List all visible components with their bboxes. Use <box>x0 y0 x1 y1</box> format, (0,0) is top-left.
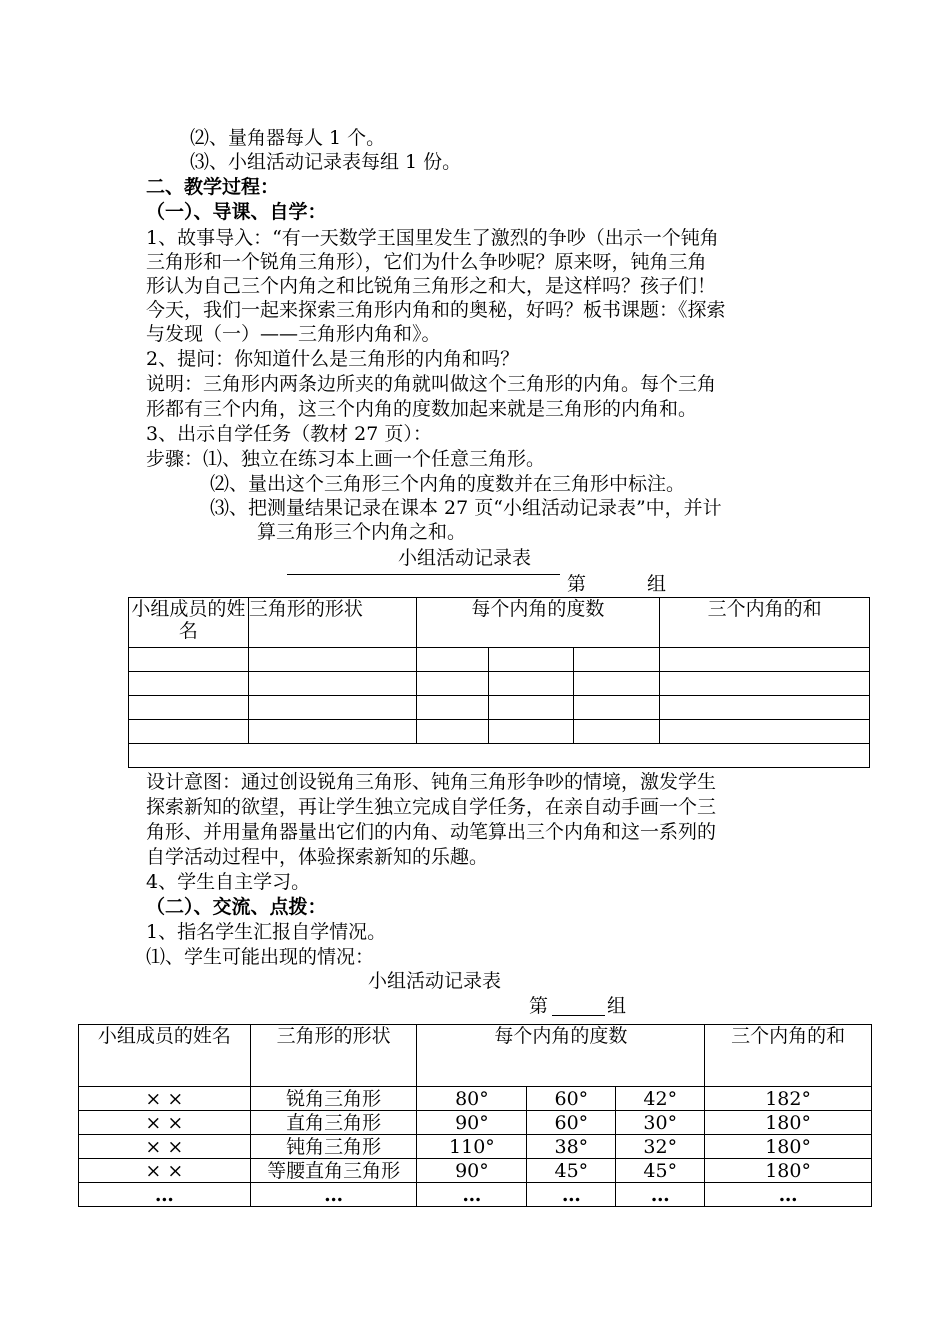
table-row <box>79 1135 872 1159</box>
paragraph-line: 1、故事导入：“有一天数学王国里发生了激烈的争吵（出示一个钝角 <box>146 227 719 249</box>
cell-sum: 180° <box>705 1111 872 1135</box>
cell-name: × × <box>79 1111 251 1135</box>
table-row <box>79 1183 872 1207</box>
group-blank-line <box>552 1015 605 1016</box>
cell-sum: 180° <box>705 1135 872 1159</box>
header-angle-sum: 三个内角的和 <box>660 598 870 648</box>
header-shape: 三角形的形状 <box>248 598 416 648</box>
group-label-right: 组 <box>607 995 627 1017</box>
header-angle-degrees: 每个内角的度数 <box>416 598 660 648</box>
material-record-sheet: ⑶、小组活动记录表每组 1 份。 <box>190 151 462 173</box>
cell-angle-c: 32° <box>616 1135 705 1159</box>
task-line: 3、出示自学任务（教材 27 页）： <box>146 423 432 445</box>
paragraph-line: 与发现（一）——三角形内角和》。 <box>146 323 441 345</box>
material-protractor: ⑵、量角器每人 1 个。 <box>190 127 386 149</box>
cell-angle-c: 45° <box>616 1159 705 1183</box>
step-line: ⑵、量出这个三角形三个内角的度数并在三角形中标注。 <box>210 473 686 495</box>
cell-angle-b: … <box>527 1183 616 1207</box>
part2-title: （二）、交流、点拨： <box>146 896 327 918</box>
paragraph-line: 三角形和一个锐角三角形），它们为什么争吵呢？原来呀，钝角三角 <box>146 251 707 273</box>
cell-sum: … <box>705 1183 872 1207</box>
self-study-line: 4、学生自主学习。 <box>146 871 311 893</box>
cell-name: … <box>79 1183 251 1207</box>
table-row <box>129 744 870 768</box>
table-row <box>79 1087 872 1111</box>
cell-name: × × <box>79 1087 251 1111</box>
cell-angle-a: 90° <box>417 1111 527 1135</box>
step-line: ⑶、把测量结果记录在课本 27 页“小组活动记录表”中，并计 <box>210 497 722 519</box>
step-line: 步骤：⑴、独立在练习本上画一个任意三角形。 <box>146 448 546 470</box>
header-angle-sum: 三个内角的和 <box>705 1025 872 1087</box>
table1-title: 小组活动记录表 <box>398 547 532 569</box>
record-table-filled <box>78 1024 872 1207</box>
table-row <box>129 696 870 720</box>
cell-shape: 等腰直角三角形 <box>250 1159 417 1183</box>
step-line: 算三角形三个内角之和。 <box>257 521 467 543</box>
cell-shape: 钝角三角形 <box>250 1135 417 1159</box>
design-intent-line: 角形、并用量角器量出它们的内角、动笔算出三个内角和这一系列的 <box>146 821 717 843</box>
table2-title: 小组活动记录表 <box>368 970 502 992</box>
question-line: 2、提问：你知道什么是三角形的内角和吗？ <box>146 348 520 370</box>
design-intent-line: 设计意图：通过创设锐角三角形、钝角三角形争吵的情境，激发学生 <box>146 771 717 793</box>
table-row <box>129 648 870 672</box>
paragraph-line: 形认为自己三个内角之和比锐角三角形之和大，是这样吗？孩子们！ <box>146 275 717 297</box>
cell-name: × × <box>79 1159 251 1183</box>
cell-angle-a: … <box>417 1183 527 1207</box>
cell-name: × × <box>79 1135 251 1159</box>
cell-angle-b: 38° <box>527 1135 616 1159</box>
part1-title: （一）、导课、自学： <box>146 201 327 223</box>
cell-angle-c: 30° <box>616 1111 705 1135</box>
cell-shape: 锐角三角形 <box>250 1087 417 1111</box>
cell-shape: … <box>250 1183 417 1207</box>
table-row <box>129 672 870 696</box>
cell-shape: 直角三角形 <box>250 1111 417 1135</box>
cell-angle-a: 90° <box>417 1159 527 1183</box>
section-title-teaching-process: 二、教学过程： <box>146 176 280 198</box>
header-angle-degrees: 每个内角的度数 <box>417 1025 705 1087</box>
group-label-right: 组 <box>647 573 667 595</box>
cell-angle-c: 42° <box>616 1087 705 1111</box>
cell-sum: 180° <box>705 1159 872 1183</box>
explanation-line: 说明：三角形内两条边所夹的角就叫做这个三角形的内角。每个三角 <box>146 373 717 395</box>
table-row <box>129 720 870 744</box>
cell-angle-a: 110° <box>417 1135 527 1159</box>
cell-sum: 182° <box>705 1087 872 1111</box>
header-member-name: 小组成员的姓名 <box>129 598 249 648</box>
table-row <box>79 1159 872 1183</box>
header-member-name: 小组成员的姓名 <box>79 1025 251 1087</box>
header-shape: 三角形的形状 <box>250 1025 417 1087</box>
explanation-line: 形都有三个内角，这三个内角的度数加起来就是三角形的内角和。 <box>146 398 698 420</box>
design-intent-line: 探索新知的欲望，再让学生独立完成自学任务，在亲自动手画一个三 <box>146 796 717 818</box>
paragraph-line: 今天，我们一起来探索三角形内角和的奥秘，好吗？板书课题：《探索 <box>146 299 726 321</box>
cell-angle-b: 60° <box>527 1087 616 1111</box>
cell-angle-a: 80° <box>417 1087 527 1111</box>
cell-angle-b: 45° <box>527 1159 616 1183</box>
group-label-left: 第 <box>529 995 549 1017</box>
group-label-left: 第 <box>567 573 587 595</box>
report-line: 1、指名学生汇报自学情况。 <box>146 921 387 943</box>
cell-angle-b: 60° <box>527 1111 616 1135</box>
record-table-blank <box>128 597 870 768</box>
possible-cases-line: ⑴、学生可能出现的情况： <box>146 946 375 968</box>
cell-angle-c: … <box>616 1183 705 1207</box>
group-blank-line <box>287 574 560 575</box>
design-intent-line: 自学活动过程中，体验探索新知的乐趣。 <box>146 846 489 868</box>
table-row <box>79 1111 872 1135</box>
